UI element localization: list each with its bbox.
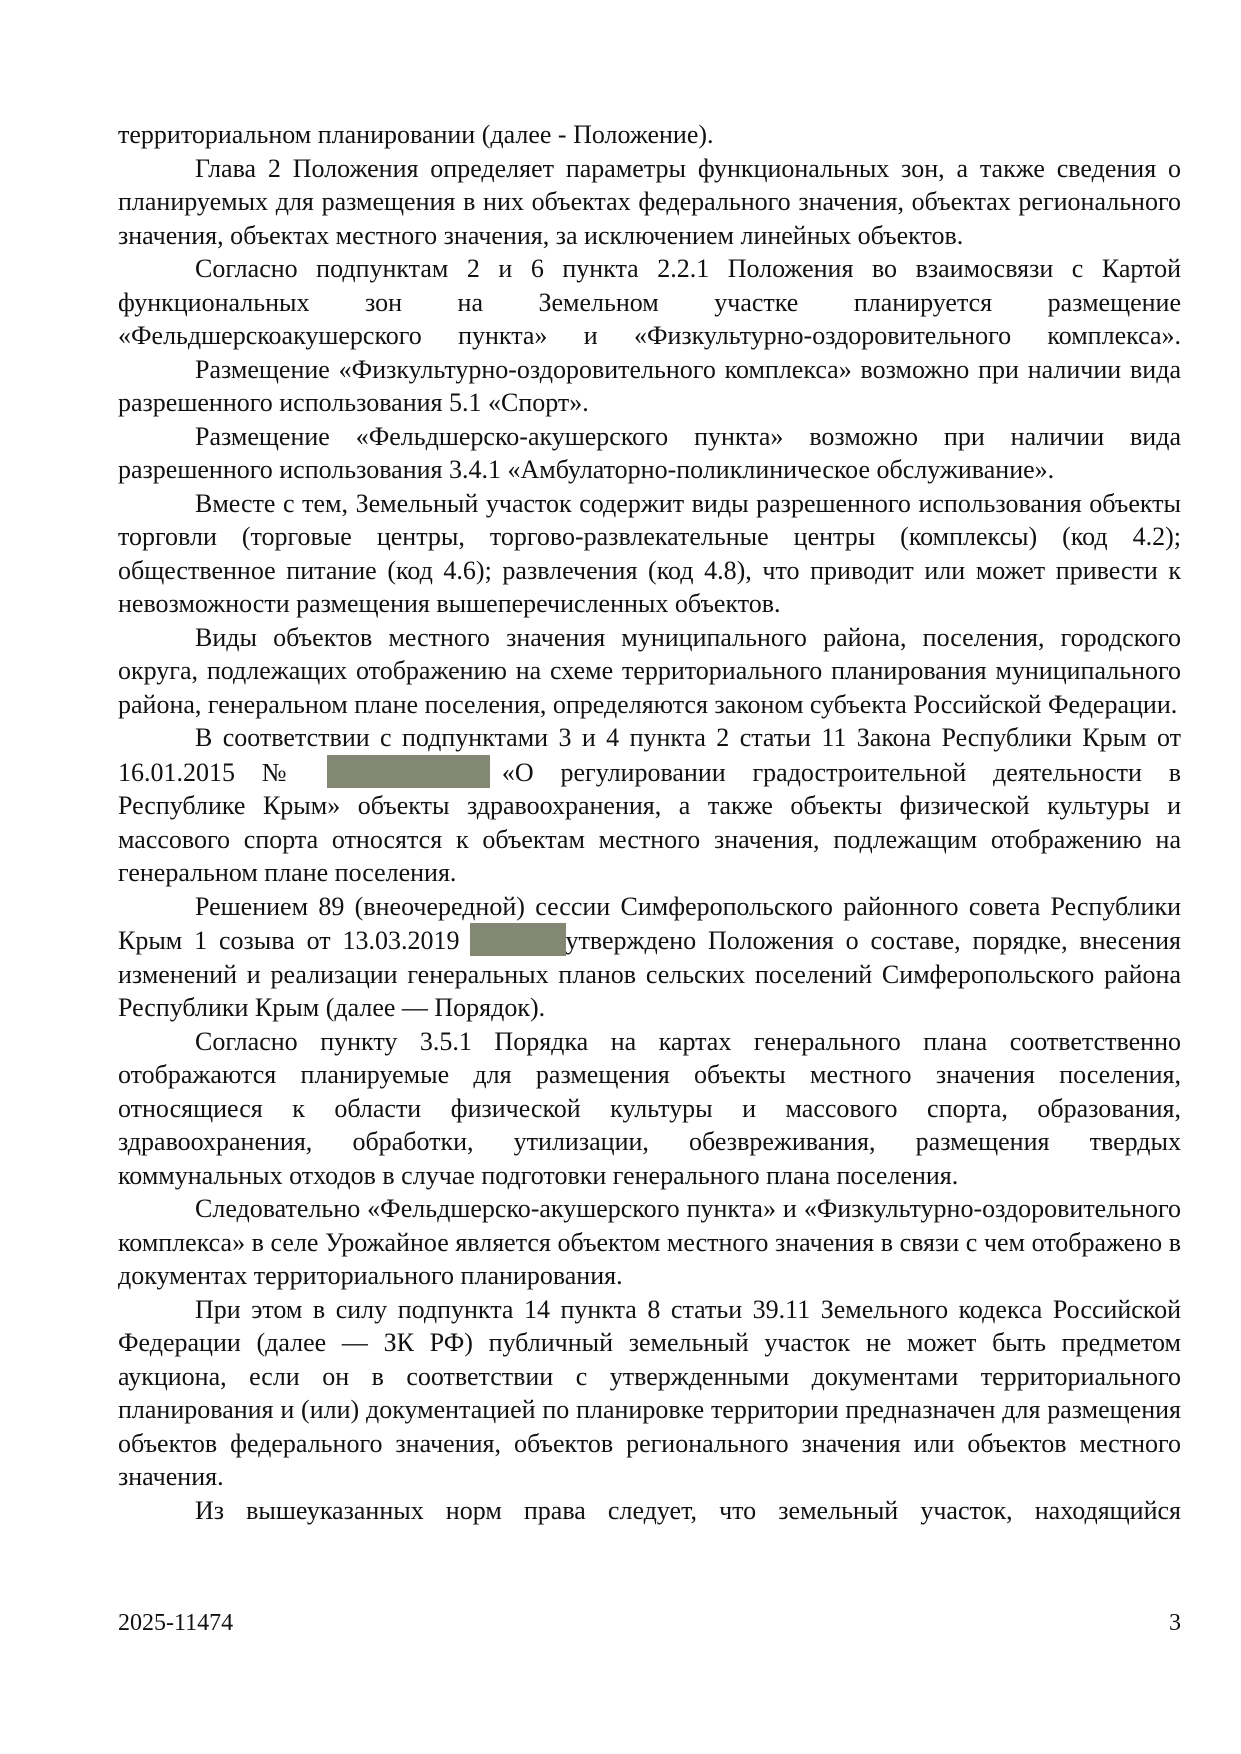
- paragraph: При этом в силу подпункта 14 пункта 8 статьи 39.11 Земельного кодекса Российской Федерации (далее — ЗК РФ) публичный земельный участок не может быть предметом аукциона, если он в соответствии с утвержденными документами территориального планирования и (или) документацией по планировке территории предназначен для размещения объектов федерального значения, объектов регионального значения или объектов местного значения.: [118, 1294, 1181, 1491]
- paragraph-text: утверждено Положения о составе, порядке, внесения изменений и реализации генеральных планов сельских поселений Симферопольского района Республики Крым (далее — Порядок).: [118, 926, 1181, 1022]
- paragraph-decision-reference: [118, 890, 1181, 1025]
- paragraph: Размещение «Фельдшерско-акушерского пункта» возможно при наличии вида разрешенного использования 3.4.1 «Амбулаторно-поликлиническое обслуживание».: [118, 421, 1181, 484]
- paragraph: Размещение «Физкультурно-оздоровительного комплекса» возможно при наличии вида разрешенного использования 5.1 «Спорт».: [118, 354, 1181, 417]
- paragraph-law-reference: [118, 721, 1181, 890]
- paragraph-text: «О регулировании градостроительной деятельности в Республике Крым» объекты здравоохранения, а также объекты физической культуры и массового спорта относятся к объектам местного значения, подлежащим отображению на генеральном плане поселения.: [118, 757, 1181, 887]
- footer-document-number: 2025-11474: [118, 1610, 234, 1636]
- paragraph: Глава 2 Положения определяет параметры функциональных зон, а также сведения о планируемых для размещения в них объектах федерального значения, объектах регионального значения, объектах местного значения, за исключением линейных объектов.: [118, 153, 1181, 250]
- footer-page-number: 3: [1169, 1610, 1181, 1636]
- paragraph: Согласно пункту 3.5.1 Порядка на картах генерального плана соответственно отображаются планируемые для размещения объекты местного значения поселения, относящиеся к области физической культуры и массового спорта, образования, здравоохранения, обработки, утилизации, обезвреживания, размещения твердых коммунальных отходов в случае подготовки генерального плана поселения.: [118, 1026, 1181, 1190]
- redaction-block: [327, 755, 490, 788]
- paragraph: Из вышеуказанных норм права следует, что земельный участок, находящийся: [195, 1495, 1181, 1525]
- document-body: [118, 118, 1181, 1527]
- redaction-block: [470, 923, 566, 956]
- paragraph: Согласно подпунктам 2 и 6 пункта 2.2.1 Положения во взаимосвязи с Картой функциональных зон на Земельном участке планируется размещение «Фельдшерскоакушерского пункта» и «Физкультурно-оздоровительного комплекса».: [118, 254, 1181, 350]
- paragraph: Следовательно «Фельдшерско-акушерского пункта» и «Физкультурно-оздоровительного комплекса» в селе Урожайное является объектом местного значения в связи с чем отображено в документах территориального планирования.: [118, 1194, 1181, 1290]
- paragraph: Вместе с тем, Земельный участок содержит виды разрешенного использования объекты торговли (торговые центры, торгово-развлекательные центры (комплексы) (код 4.2); общественное питание (код 4.6); развлечения (код 4.8), что приводит или может привести к невозможности размещения вышеперечисленных объектов.: [118, 488, 1181, 618]
- paragraph: Виды объектов местного значения муниципального района, поселения, городского округа, подлежащих отображению на схеме территориального планирования муниципального района, генеральном плане поселения, определяются законом субъекта Российской Федерации.: [118, 622, 1181, 719]
- paragraph: территориальном планировании (далее - Положение).: [118, 120, 714, 149]
- paragraph-text: Решением 89 (внеочередной) сессии Симферопольского районного совета Республики Крым 1 созыва от 13.03.2019: [118, 891, 1181, 955]
- paragraph-text: В соответствии с подпунктами 3 и 4 пункта 2 статьи 11 Закона Республики Крым от 16.01.2015 №: [118, 723, 1181, 787]
